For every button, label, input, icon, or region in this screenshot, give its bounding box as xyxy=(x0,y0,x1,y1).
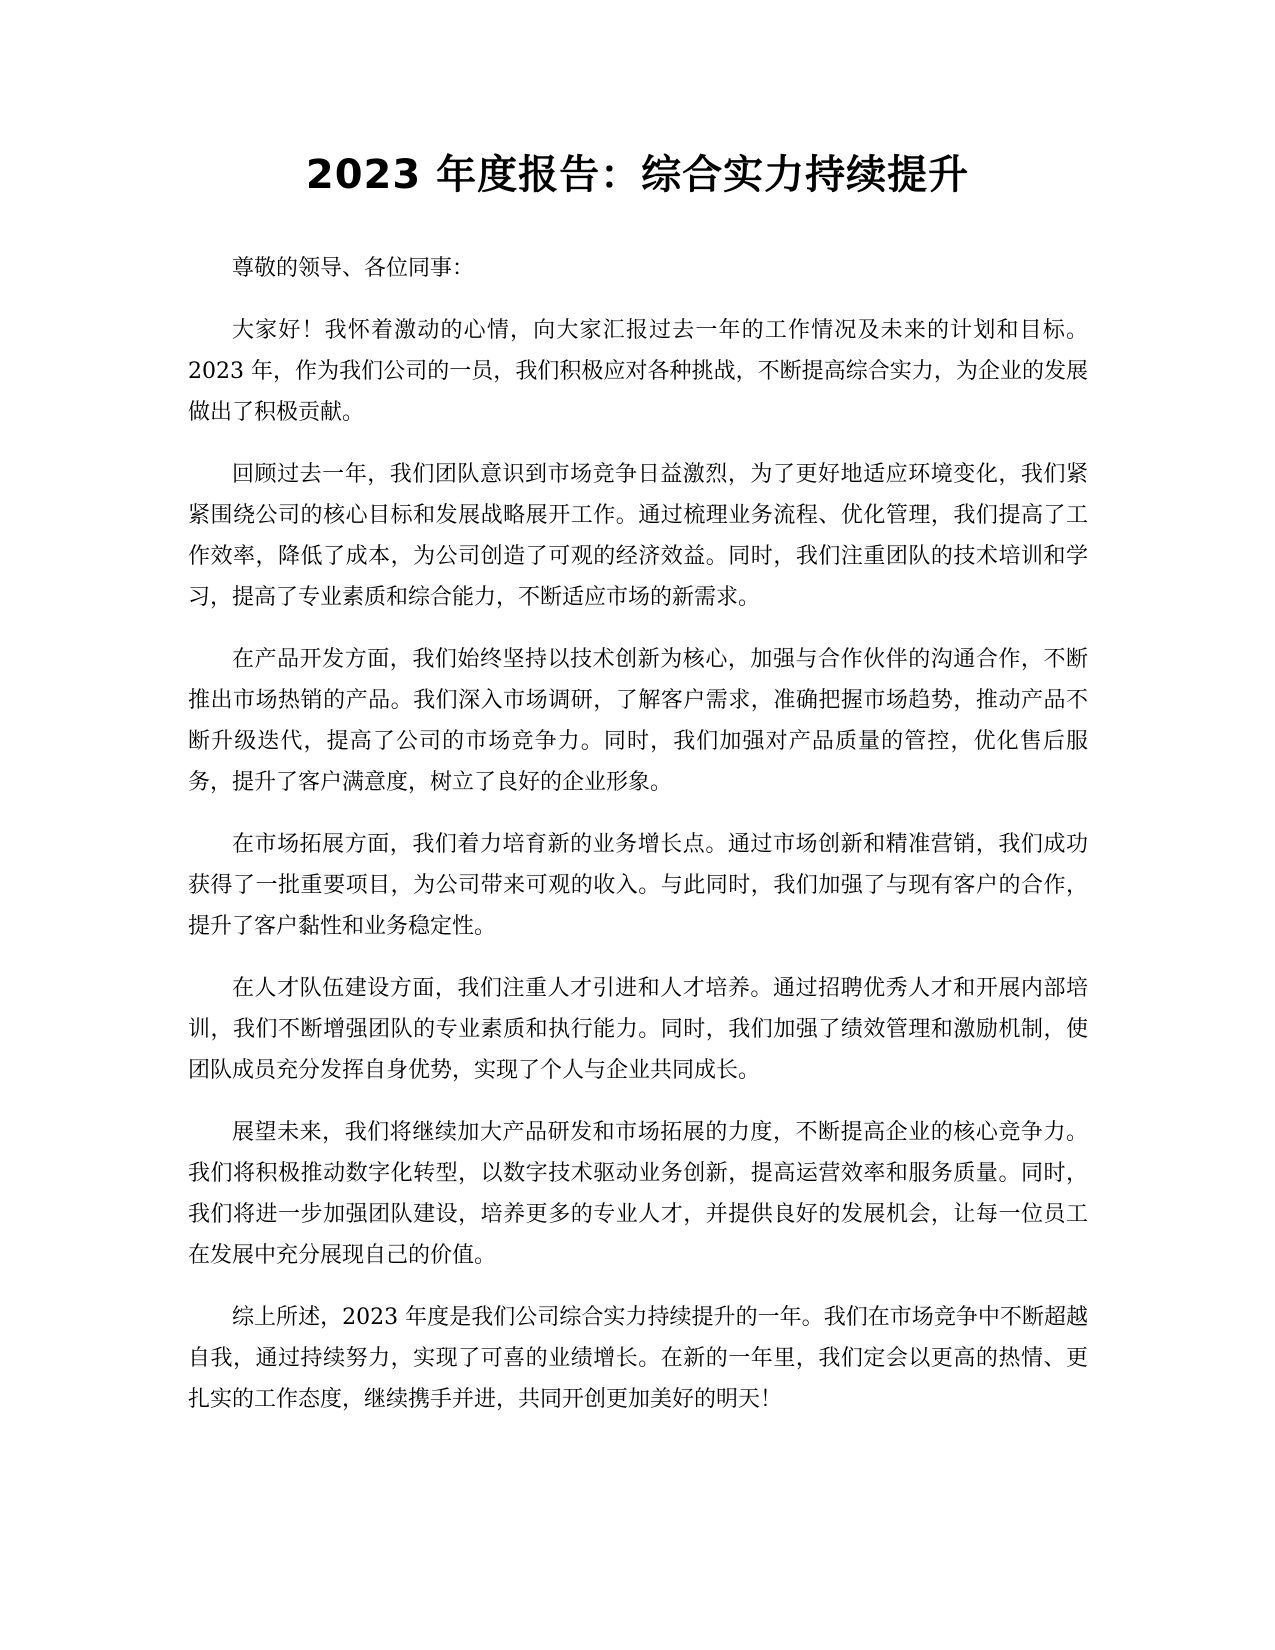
outlook-paragraph: 展望未来，我们将继续加大产品研发和市场拓展的力度，不断提高企业的核心竞争力。我们将积极推动数字化转型，以数字技术驱动业务创新，提高运营效率和服务质量。同时，我们将进一步加强团队建设，培养更多的专业人才，并提供良好的发展机会，让每一位员工在发展中充分展现自己的价值。 xyxy=(188,1120,1088,1268)
document-title: 2023 年度报告：综合实力持续提升 xyxy=(305,152,970,198)
salutation-paragraph: 尊敬的领导、各位同事： xyxy=(232,256,475,281)
conclusion-paragraph: 综上所述，2023 年度是我们公司综合实力持续提升的一年。我们在市场竞争中不断超越自我，通过持续努力，实现了可喜的业绩增长。在新的一年里，我们定会以更高的热情、更扎实的工作态度，继续携手并进，共同开创更加美好的明天！ xyxy=(188,1305,1088,1412)
talent-building-paragraph: 在人才队伍建设方面，我们注重人才引进和人才培养。通过招聘优秀人才和开展内部培训，我们不断增强团队的专业素质和执行能力。同时，我们加强了绩效管理和激励机制，使团队成员充分发挥自身优势，实现了个人与企业共同成长。 xyxy=(188,976,1088,1083)
document-body xyxy=(188,248,1088,1441)
review-paragraph: 回顾过去一年，我们团队意识到市场竞争日益激烈，为了更好地适应环境变化，我们紧紧围绕公司的核心目标和发展战略展开工作。通过梳理业务流程、优化管理，我们提高了工作效率，降低了成本，为公司创造了可观的经济效益。同时，我们注重团队的技术培训和学习，提高了专业素质和综合能力，不断适应市场的新需求。 xyxy=(188,462,1088,610)
market-expansion-paragraph: 在市场拓展方面，我们着力培育新的业务增长点。通过市场创新和精准营销，我们成功获得了一批重要项目，为公司带来可观的收入。与此同时，我们加强了与现有客户的合作，提升了客户黏性和业务稳定性。 xyxy=(188,832,1088,939)
product-development-paragraph: 在产品开发方面，我们始终坚持以技术创新为核心，加强与合作伙伴的沟通合作，不断推出市场热销的产品。我们深入市场调研，了解客户需求，准确把握市场趋势，推动产品不断升级迭代，提高了公司的市场竞争力。同时，我们加强对产品质量的管控，优化售后服务，提升了客户满意度，树立了良好的企业形象。 xyxy=(188,647,1088,795)
opening-paragraph: 大家好！我怀着激动的心情，向大家汇报过去一年的工作情况及未来的计划和目标。2023 年，作为我们公司的一员，我们积极应对各种挑战，不断提高综合实力，为企业的发展做出了积极贡献。 xyxy=(188,318,1088,425)
